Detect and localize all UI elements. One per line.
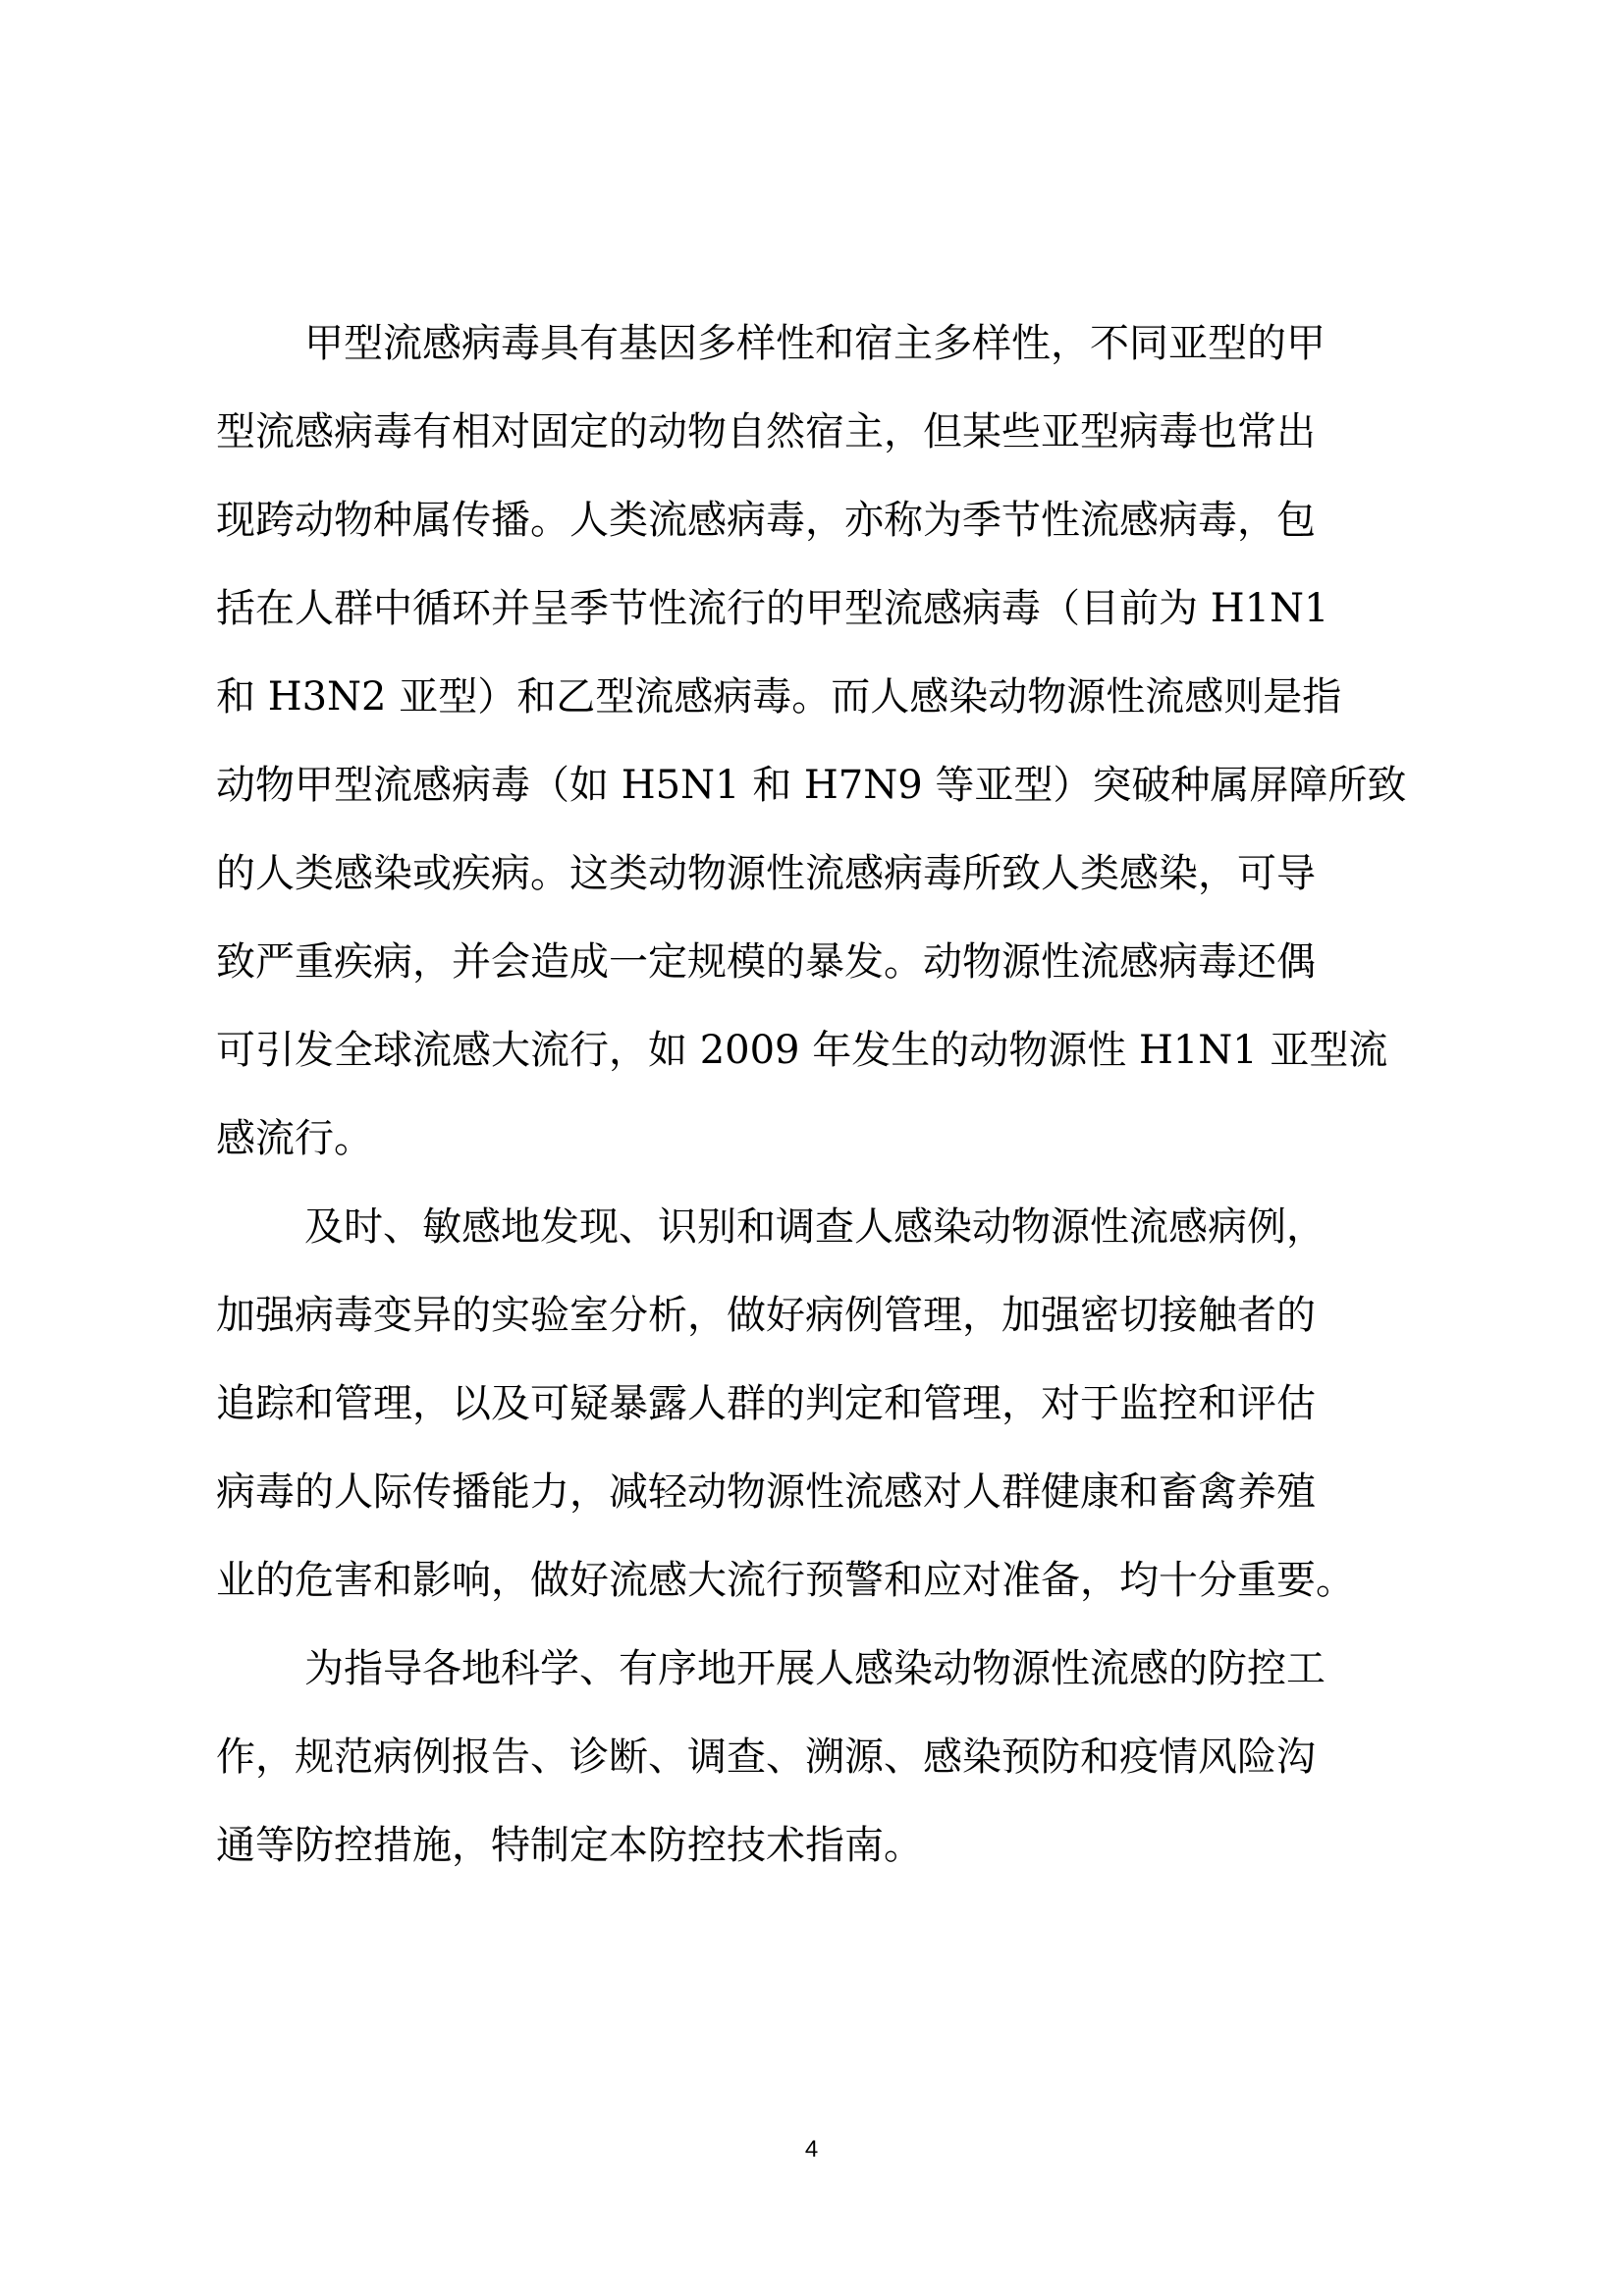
- paragraph-line: 业的危害和影响，做好流感大流行预警和应对准备，均十分重要。: [216, 1558, 1355, 1603]
- paragraph-line: 的人类感染或疾病。这类动物源性流感病毒所致人类感染，可导: [216, 851, 1316, 896]
- paragraph-line: 和 H3N2 亚型）和乙型流感病毒。而人感染动物源性流感则是指: [216, 674, 1342, 720]
- paragraph-line: 通等防控措施，特制定本防控技术指南。: [216, 1823, 923, 1868]
- paragraph-line: 作，规范病例报告、诊断、调查、溯源、感染预防和疫情风险沟: [216, 1735, 1316, 1780]
- paragraph-line: 追踪和管理，以及可疑暴露人群的判定和管理，对于监控和评估: [216, 1381, 1316, 1426]
- paragraph-line: 致严重疾病，并会造成一定规模的暴发。动物源性流感病毒还偶: [216, 939, 1316, 985]
- paragraph-line: 可引发全球流感大流行，如 2009 年发生的动物源性 H1N1 亚型流: [216, 1028, 1388, 1073]
- paragraph-line: 加强病毒变异的实验室分析，做好病例管理，加强密切接触者的: [216, 1293, 1316, 1338]
- page-number: 4: [804, 2136, 819, 2163]
- paragraph-line: 感流行。: [216, 1116, 373, 1161]
- paragraph-line: 型流感病毒有相对固定的动物自然宿主，但某些亚型病毒也常出: [216, 409, 1316, 454]
- paragraph-line: 现跨动物种属传播。人类流感病毒，亦称为季节性流感病毒，包: [216, 498, 1316, 543]
- paragraph-line: 为指导各地科学、有序地开展人感染动物源性流感的防控工: [304, 1646, 1325, 1691]
- paragraph-line: 动物甲型流感病毒（如 H5N1 和 H7N9 等亚型）突破种属屏障所致: [216, 763, 1407, 808]
- paragraph-line: 病毒的人际传播能力，减轻动物源性流感对人群健康和畜禽养殖: [216, 1469, 1316, 1515]
- paragraph-line: 甲型流感病毒具有基因多样性和宿主多样性，不同亚型的甲: [304, 321, 1325, 366]
- paragraph-line: 括在人群中循环并呈季节性流行的甲型流感病毒（目前为 H1N1: [216, 586, 1329, 631]
- paragraph-line: 及时、敏感地发现、识别和调查人感染动物源性流感病例，: [304, 1204, 1325, 1250]
